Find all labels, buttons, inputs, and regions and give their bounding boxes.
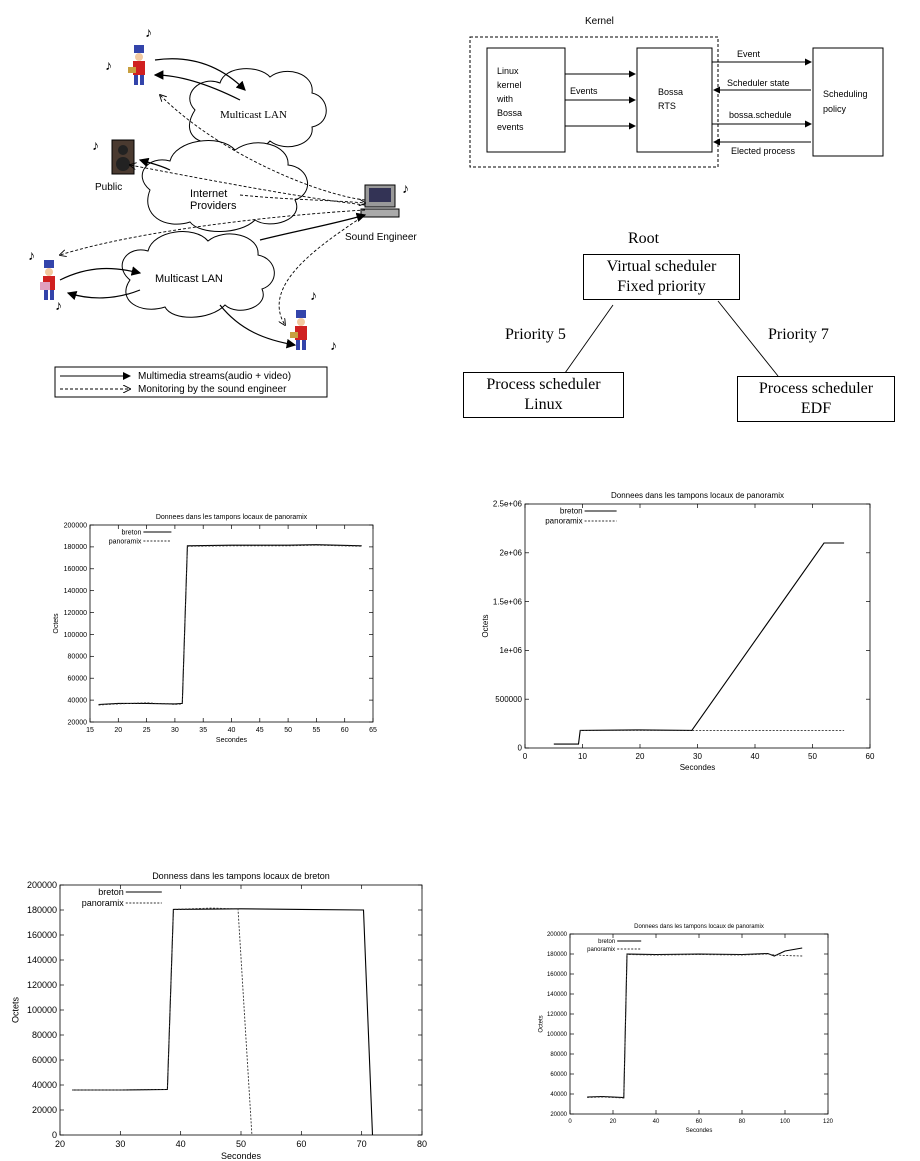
svg-text:♪: ♪ bbox=[330, 337, 337, 353]
svg-text:♪: ♪ bbox=[105, 57, 112, 73]
y-tick-label: 20000 bbox=[31, 1105, 57, 1115]
series-line-breton bbox=[72, 909, 372, 1135]
y-tick-label: 120000 bbox=[63, 609, 87, 617]
chart-breton bbox=[0, 863, 440, 1161]
x-tick-label: 80 bbox=[738, 1119, 746, 1125]
y-tick-label: 200000 bbox=[63, 522, 87, 530]
network-legend bbox=[55, 367, 327, 397]
y-tick-label: 80000 bbox=[31, 1030, 57, 1040]
chart-title: Donnees dans les tampons locaux de panoramix bbox=[611, 491, 784, 500]
legend-label-breton: breton bbox=[98, 887, 124, 897]
y-tick-label: 120000 bbox=[26, 980, 57, 990]
x-tick-label: 60 bbox=[865, 752, 875, 761]
x-tick-label: 80 bbox=[416, 1139, 428, 1149]
chart-title: Donness dans les tampons locaux de breton bbox=[152, 871, 330, 881]
kernel-label: Kernel bbox=[585, 16, 614, 27]
y-tick-label: 80000 bbox=[67, 653, 87, 661]
virtual-scheduler-label: Virtual scheduler bbox=[606, 258, 717, 275]
bossa-schedule-label: bossa.schedule bbox=[729, 110, 792, 120]
chart-title: Donnees dans les tampons locaux de panoramix bbox=[155, 514, 308, 521]
y-tick-label: 160000 bbox=[546, 972, 567, 978]
linux-scheduler-box bbox=[463, 372, 624, 418]
providers-label: Providers bbox=[190, 200, 237, 212]
legend-label-breton: breton bbox=[559, 506, 583, 516]
virtual-scheduler-box bbox=[583, 254, 740, 300]
linux-line-4: Bossa bbox=[497, 108, 523, 118]
series-line-breton bbox=[554, 543, 844, 744]
y-tick-label: 180000 bbox=[546, 952, 567, 958]
plot-frame bbox=[90, 525, 373, 722]
x-tick-label: 60 bbox=[695, 1119, 703, 1125]
x-tick-label: 30 bbox=[171, 727, 179, 734]
y-tick-label: 0 bbox=[51, 1130, 57, 1140]
y-tick-label: 140000 bbox=[26, 955, 57, 965]
plot-frame bbox=[525, 504, 870, 748]
x-tick-label: 40 bbox=[175, 1139, 186, 1149]
y-tick-label: 1e+06 bbox=[499, 646, 522, 656]
fixed-priority-label: Fixed priority bbox=[617, 278, 706, 295]
y-tick-label: 1.5e+06 bbox=[492, 597, 522, 607]
legend-label-panoramix: panoramix bbox=[545, 516, 583, 526]
x-axis-label: Secondes bbox=[679, 763, 716, 772]
linux-line-2: kernel bbox=[497, 80, 522, 90]
y-axis-label: Octets bbox=[538, 1015, 545, 1033]
y-tick-label: 40000 bbox=[550, 1092, 567, 1098]
x-tick-label: 40 bbox=[750, 752, 760, 761]
svg-text:♪: ♪ bbox=[145, 24, 152, 40]
y-tick-label: 500000 bbox=[495, 694, 522, 704]
event-arrow-label: Event bbox=[737, 49, 761, 59]
y-tick-label: 40000 bbox=[31, 1080, 57, 1090]
series-line-breton bbox=[587, 948, 802, 1098]
multicast-bottom-label: Multicast LAN bbox=[155, 273, 223, 285]
chart-title: Donnees dans les tampons locaux de panoramix bbox=[634, 924, 764, 930]
x-tick-label: 50 bbox=[235, 1139, 247, 1149]
edf-scheduler-line1: Process scheduler bbox=[758, 380, 874, 397]
edf-scheduler-line2: EDF bbox=[800, 400, 832, 417]
y-tick-label: 60000 bbox=[67, 675, 87, 683]
musician-icon-left bbox=[40, 260, 55, 300]
bossa-label: Bossa bbox=[658, 87, 684, 97]
y-tick-label: 140000 bbox=[63, 588, 87, 595]
musician-icon-top bbox=[128, 45, 145, 85]
internet-label: Internet bbox=[190, 188, 228, 200]
linux-line-3: with bbox=[497, 94, 514, 104]
x-tick-label: 20 bbox=[635, 752, 645, 761]
x-tick-label: 20 bbox=[114, 727, 123, 734]
series-line-panoramix bbox=[99, 545, 362, 705]
linux-scheduler-line2: Linux bbox=[524, 396, 563, 413]
legend-label-breton: breton bbox=[598, 939, 616, 945]
elected-process-label: Elected process bbox=[731, 146, 796, 156]
legend-label-panoramix: panoramix bbox=[587, 947, 616, 953]
x-tick-label: 65 bbox=[369, 727, 377, 734]
y-tick-label: 180000 bbox=[26, 905, 57, 915]
x-tick-label: 20 bbox=[54, 1139, 66, 1149]
y-tick-label: 2e+06 bbox=[499, 548, 522, 558]
x-tick-label: 50 bbox=[284, 727, 292, 734]
y-tick-label: 120000 bbox=[546, 1012, 567, 1018]
chart-panoramix-1 bbox=[35, 505, 385, 750]
linux-scheduler-line1: Process scheduler bbox=[486, 376, 601, 393]
computer-icon bbox=[361, 185, 399, 217]
y-tick-label: 100000 bbox=[26, 1005, 57, 1015]
multicast-top-label: Multicast LAN bbox=[220, 109, 287, 121]
x-tick-label: 20 bbox=[609, 1119, 617, 1125]
y-tick-label: 200000 bbox=[546, 932, 567, 938]
speaker-icon bbox=[112, 140, 134, 174]
x-tick-label: 0 bbox=[568, 1119, 572, 1125]
legend-dashed-label: Monitoring by the sound engineer bbox=[138, 384, 287, 395]
x-tick-label: 120 bbox=[822, 1119, 834, 1125]
x-axis-label: Secondes bbox=[685, 1128, 713, 1134]
cloud-internet bbox=[142, 140, 307, 231]
y-tick-label: 60000 bbox=[550, 1072, 567, 1078]
y-tick-label: 140000 bbox=[546, 992, 567, 998]
scheduling-policy-box bbox=[813, 48, 883, 156]
series-line-panoramix bbox=[587, 954, 802, 1098]
linux-line-1: Linux bbox=[497, 66, 519, 76]
legend-label-panoramix: panoramix bbox=[81, 898, 124, 908]
y-tick-label: 20000 bbox=[67, 719, 87, 727]
chart-panoramix-2 bbox=[480, 482, 880, 777]
rts-label: RTS bbox=[658, 101, 676, 111]
y-tick-label: 40000 bbox=[67, 697, 87, 705]
y-tick-label: 100000 bbox=[546, 1032, 567, 1038]
x-tick-label: 0 bbox=[522, 752, 528, 761]
policy-line-2: policy bbox=[823, 104, 847, 114]
y-axis-label: Octets bbox=[10, 996, 21, 1024]
svg-text:♪: ♪ bbox=[28, 247, 35, 263]
x-tick-label: 70 bbox=[356, 1139, 367, 1149]
x-tick-label: 25 bbox=[142, 727, 151, 734]
public-label: Public bbox=[95, 182, 123, 193]
scheduler-state-label: Scheduler state bbox=[727, 78, 790, 88]
x-axis-label: Secondes bbox=[220, 1151, 262, 1161]
y-tick-label: 100000 bbox=[63, 631, 87, 639]
y-tick-label: 0 bbox=[517, 743, 522, 753]
y-tick-label: 2.5e+06 bbox=[492, 499, 522, 509]
y-tick-label: 20000 bbox=[550, 1112, 567, 1118]
root-label: Root bbox=[628, 230, 660, 247]
legend-solid-label: Multimedia streams(audio + video) bbox=[138, 371, 292, 382]
y-axis-label: Octets bbox=[52, 613, 60, 634]
bossa-diagram bbox=[465, 12, 895, 172]
svg-text:♪: ♪ bbox=[92, 137, 99, 153]
svg-text:♪: ♪ bbox=[310, 287, 317, 303]
network-diagram bbox=[20, 15, 440, 410]
y-tick-label: 160000 bbox=[26, 930, 57, 940]
series-line-panoramix bbox=[72, 908, 252, 1135]
legend-label-panoramix: panoramix bbox=[108, 538, 142, 546]
y-tick-label: 60000 bbox=[31, 1055, 57, 1065]
x-tick-label: 30 bbox=[693, 752, 702, 761]
x-tick-label: 55 bbox=[312, 727, 321, 734]
policy-line-1: Scheduling bbox=[823, 89, 868, 99]
svg-text:♪: ♪ bbox=[55, 297, 62, 313]
y-tick-label: 160000 bbox=[63, 566, 87, 574]
y-tick-label: 200000 bbox=[26, 880, 57, 890]
legend-label-breton: breton bbox=[121, 529, 142, 537]
y-axis-label: Octets bbox=[481, 614, 491, 638]
bossa-rts-box bbox=[637, 48, 712, 152]
x-axis-label: Secondes bbox=[215, 737, 248, 744]
chart-panoramix-3 bbox=[520, 917, 840, 1142]
linux-line-5: events bbox=[497, 122, 524, 132]
edf-scheduler-box bbox=[737, 376, 895, 422]
x-tick-label: 100 bbox=[779, 1119, 791, 1125]
svg-text:♪: ♪ bbox=[402, 180, 409, 196]
x-tick-label: 60 bbox=[296, 1139, 307, 1149]
x-tick-label: 30 bbox=[115, 1139, 126, 1149]
x-tick-label: 40 bbox=[227, 727, 236, 734]
priority-7-label: Priority 7 bbox=[768, 326, 829, 343]
x-tick-label: 60 bbox=[340, 727, 349, 734]
x-tick-label: 40 bbox=[652, 1119, 660, 1125]
x-tick-label: 15 bbox=[86, 727, 94, 734]
priority-5-label: Priority 5 bbox=[505, 326, 566, 343]
x-tick-label: 35 bbox=[199, 727, 208, 734]
y-tick-label: 180000 bbox=[63, 544, 87, 552]
events-label: Events bbox=[570, 86, 598, 96]
sound-engineer-label: Sound Engineer bbox=[345, 232, 417, 243]
x-tick-label: 45 bbox=[255, 727, 264, 734]
x-tick-label: 10 bbox=[578, 752, 587, 761]
series-line-breton bbox=[99, 545, 362, 705]
plot-frame bbox=[570, 934, 828, 1114]
x-tick-label: 50 bbox=[808, 752, 817, 761]
y-tick-label: 80000 bbox=[550, 1052, 567, 1058]
